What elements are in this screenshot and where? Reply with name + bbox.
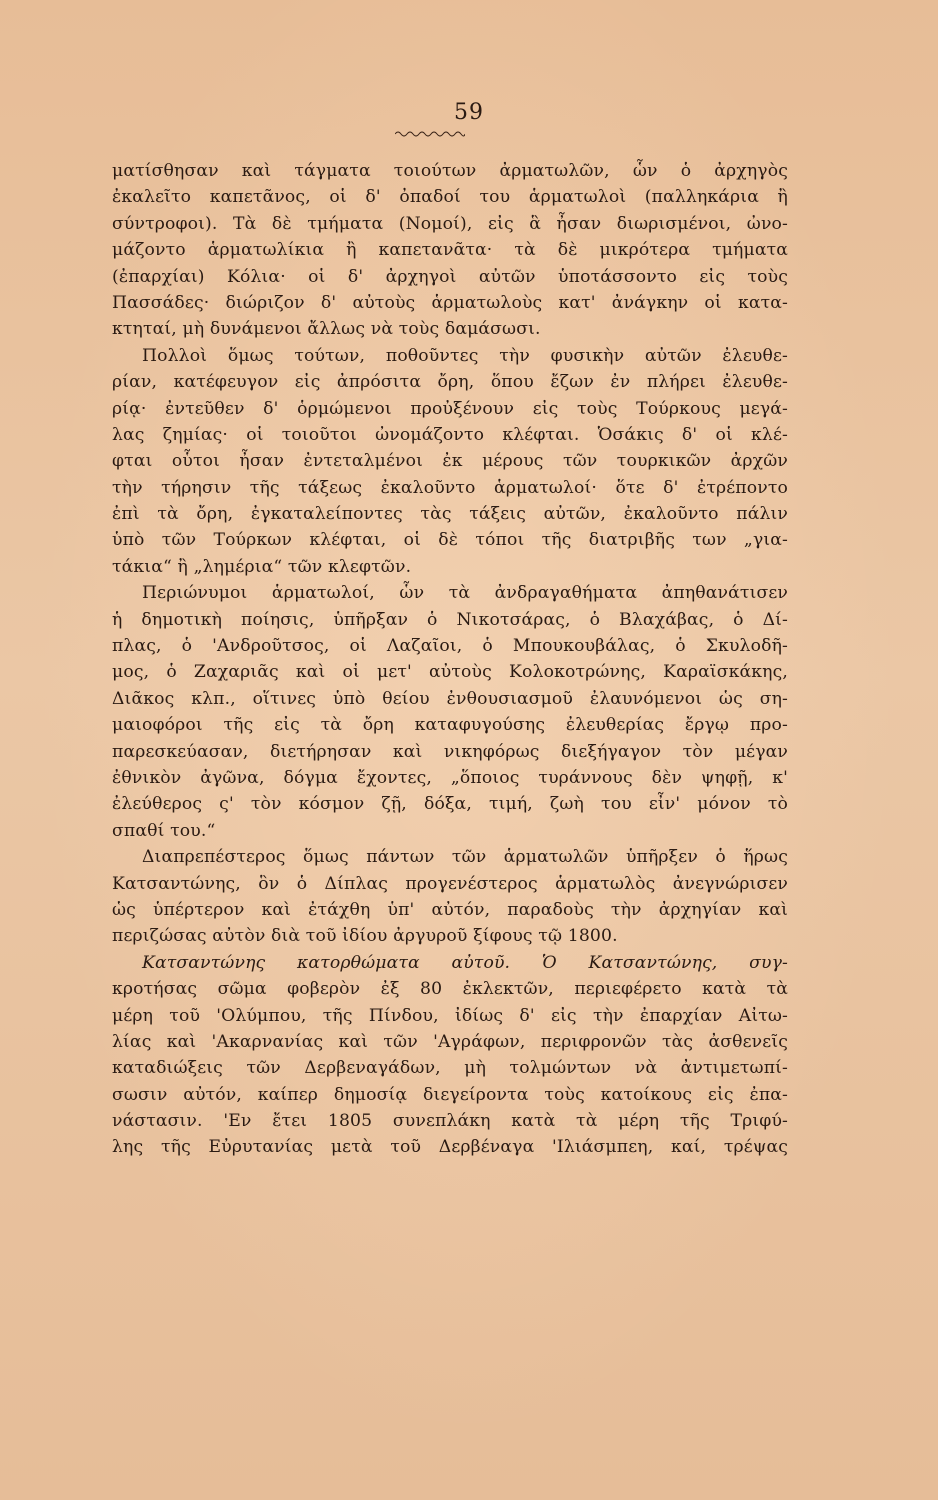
text-line: λης τῆς Εὐρυτανίας μετὰ τοῦ Δερβέναγα 'Ιλιάσμπεη, καί, τρέψας (112, 1137, 788, 1158)
text-line: ἡ δημοτικὴ ποίησις, ὑπῆρξαν ὁ Νικοτσάρας, ὁ Βλαχάβας, ὁ Δί- (112, 609, 788, 630)
text-line: ὑπὸ τῶν Τούρκων κλέφται, οἱ δὲ τόποι τῆς διατριβῆς των „για- (112, 530, 788, 551)
text-line: ἐλεύθερος ς' τὸν κόσμον ζῇ, δόξα, τιμή, ζωὴ του εἶν' μόνον τὸ (112, 794, 788, 815)
text-line: Κατσαντώνης, ὃν ὁ Δίπλας προγενέστερος ἁρματωλὸς ἀνεγνώρισεν (112, 873, 788, 894)
wavy-ornament (395, 130, 465, 138)
text-line: Κατσαντώνης κατορθώματα αὐτοῦ. Ὁ Κατσαντώνης, συγ- (142, 952, 788, 973)
text-line: ἐθνικὸν ἀγῶνα, δόγμα ἔχοντες, „ὅποιος τυράννους δὲν ψηφῇ, κ' (112, 767, 788, 788)
text-line: παρεσκεύασαν, διετήρησαν καὶ νικηφόρως διεξήγαγον τὸν μέγαν (112, 741, 788, 762)
text-line: ἐπὶ τὰ ὄρη, ἐγκαταλείποντες τὰς τάξεις αὐτῶν, ἐκαλοῦντο πάλιν (112, 504, 788, 525)
text-line: μάζοντο ἁρματωλίκια ἢ καπετανᾶτα· τὰ δὲ μικρότερα τμήματα (112, 240, 788, 261)
text-line: καταδιώξεις τῶν Δερβεναγάδων, μὴ τολμώντων νὰ ἀντιμετωπί- (112, 1058, 788, 1079)
text-line: (ἐπαρχίαι) Κόλια· οἱ δ' ἀρχηγοὶ αὐτῶν ὑποτάσσοντο εἰς τοὺς (112, 266, 788, 287)
text-line: Διᾶκος κλπ., οἵτινες ὑπὸ θείου ἐνθουσιασμοῦ ἐλαυνόμενοι ὡς ση- (112, 688, 788, 709)
text-line: περιζώσας αὐτὸν διὰ τοῦ ἰδίου ἀργυροῦ ξίφους τῷ 1800. (112, 926, 618, 947)
text-line: σύντροφοι). Τὰ δὲ τμήματα (Νομοί), εἰς ἃ ἦσαν διωρισμένοι, ὠνο- (112, 213, 788, 234)
text-line: μος, ὁ Ζαχαριᾶς καὶ οἱ μετ' αὐτοὺς Κολοκοτρώνης, Καραϊσκάκης, (112, 662, 788, 683)
text-line: ἐκαλεῖτο καπετᾶνος, οἱ δ' ὀπαδοί του ἁρματωλοὶ (παλληκάρια ἢ (112, 187, 788, 208)
text-line: ρίαν, κατέφευγον εἰς ἀπρόσιτα ὄρη, ὅπου ἔζων ἐν πλήρει ἐλευθε- (112, 372, 788, 393)
text-line: Περιώνυμοι ἁρματωλοί, ὧν τὰ ἀνδραγαθήματα ἀπηθανάτισεν (142, 583, 788, 604)
text-line: τάκια“ ἢ „λημέρια“ τῶν κλεφτῶν. (112, 556, 412, 577)
text-line: Πολλοὶ ὅμως τούτων, ποθοῦντες τὴν φυσικὴν αὐτῶν ἐλευθε- (142, 345, 788, 366)
text-line: ὡς ὑπέρτερον καὶ ἐτάχθη ὑπ' αὐτόν, παραδοὺς τὴν ἀρχηγίαν καὶ (112, 899, 788, 920)
text-line: Διαπρεπέστερος ὅμως πάντων τῶν ἁρματωλῶν ὑπῆρξεν ὁ ἥρως (142, 847, 788, 868)
text-line: πλας, ὁ 'Ανδροῦτσος, οἱ Λαζαῖοι, ὁ Μπουκουβάλας, ὁ Σκυλοδῆ- (112, 636, 788, 657)
text-line: νάστασιν. 'Εν ἔτει 1805 συνεπλάκη κατὰ τὰ μέρη τῆς Τριφύ- (112, 1111, 788, 1132)
text-line: κροτήσας σῶμα φοβερὸν ἐξ 80 ἐκλεκτῶν, περιεφέρετο κατὰ τὰ (112, 979, 788, 1000)
text-line: Πασσάδες· διώριζον δ' αὐτοὺς ἁρματωλοὺς κατ' ἀνάγκην οἱ κατα- (112, 292, 788, 313)
text-line: σπαθί του.“ (112, 820, 216, 841)
text-line: σωσιν αὐτόν, καίπερ δημοσίᾳ διεγείροντα τοὺς κατοίκους εἰς ἐπα- (112, 1084, 788, 1105)
text-line: κτηταί, μὴ δυνάμενοι ἄλλως νὰ τοὺς δαμάσωσι. (112, 319, 541, 340)
text-line: μαιοφόροι τῆς εἰς τὰ ὄρη καταφυγούσης ἐλευθερίας ἔργῳ προ- (112, 715, 788, 736)
text-line: ματίσθησαν καὶ τάγματα τοιούτων ἀρματωλῶν, ὧν ὁ ἀρχηγὸς (112, 161, 788, 181)
page-number: 59 (454, 100, 484, 125)
text-line: τὴν τήρησιν τῆς τάξεως ἐκαλοῦντο ἁρματωλοί· ὅτε δ' ἐτρέποντο (112, 477, 788, 498)
text-line: ρίᾳ· ἐντεῦθεν δ' ὁρμώμενοι προὐξένουν εἰς τοὺς Τούρκους μεγά- (112, 398, 788, 419)
text-line: λίας καὶ 'Ακαρνανίας καὶ τῶν 'Αγράφων, περιφρονῶν τὰς ἀσθενεῖς (112, 1031, 788, 1052)
body-text (112, 158, 788, 1161)
text-line: μέρη τοῦ 'Ολύμπου, τῆς Πίνδου, ἰδίως δ' εἰς τὴν ἐπαρχίαν Αἰτω- (112, 1005, 788, 1026)
text-line: λας ζημίας· οἱ τοιοῦτοι ὠνομάζοντο κλέφται. Ὁσάκις δ' οἱ κλέ- (112, 424, 788, 445)
text-line: φται οὗτοι ἦσαν ἐντεταλμένοι ἐκ μέρους τῶν τουρκικῶν ἀρχῶν (112, 451, 788, 472)
